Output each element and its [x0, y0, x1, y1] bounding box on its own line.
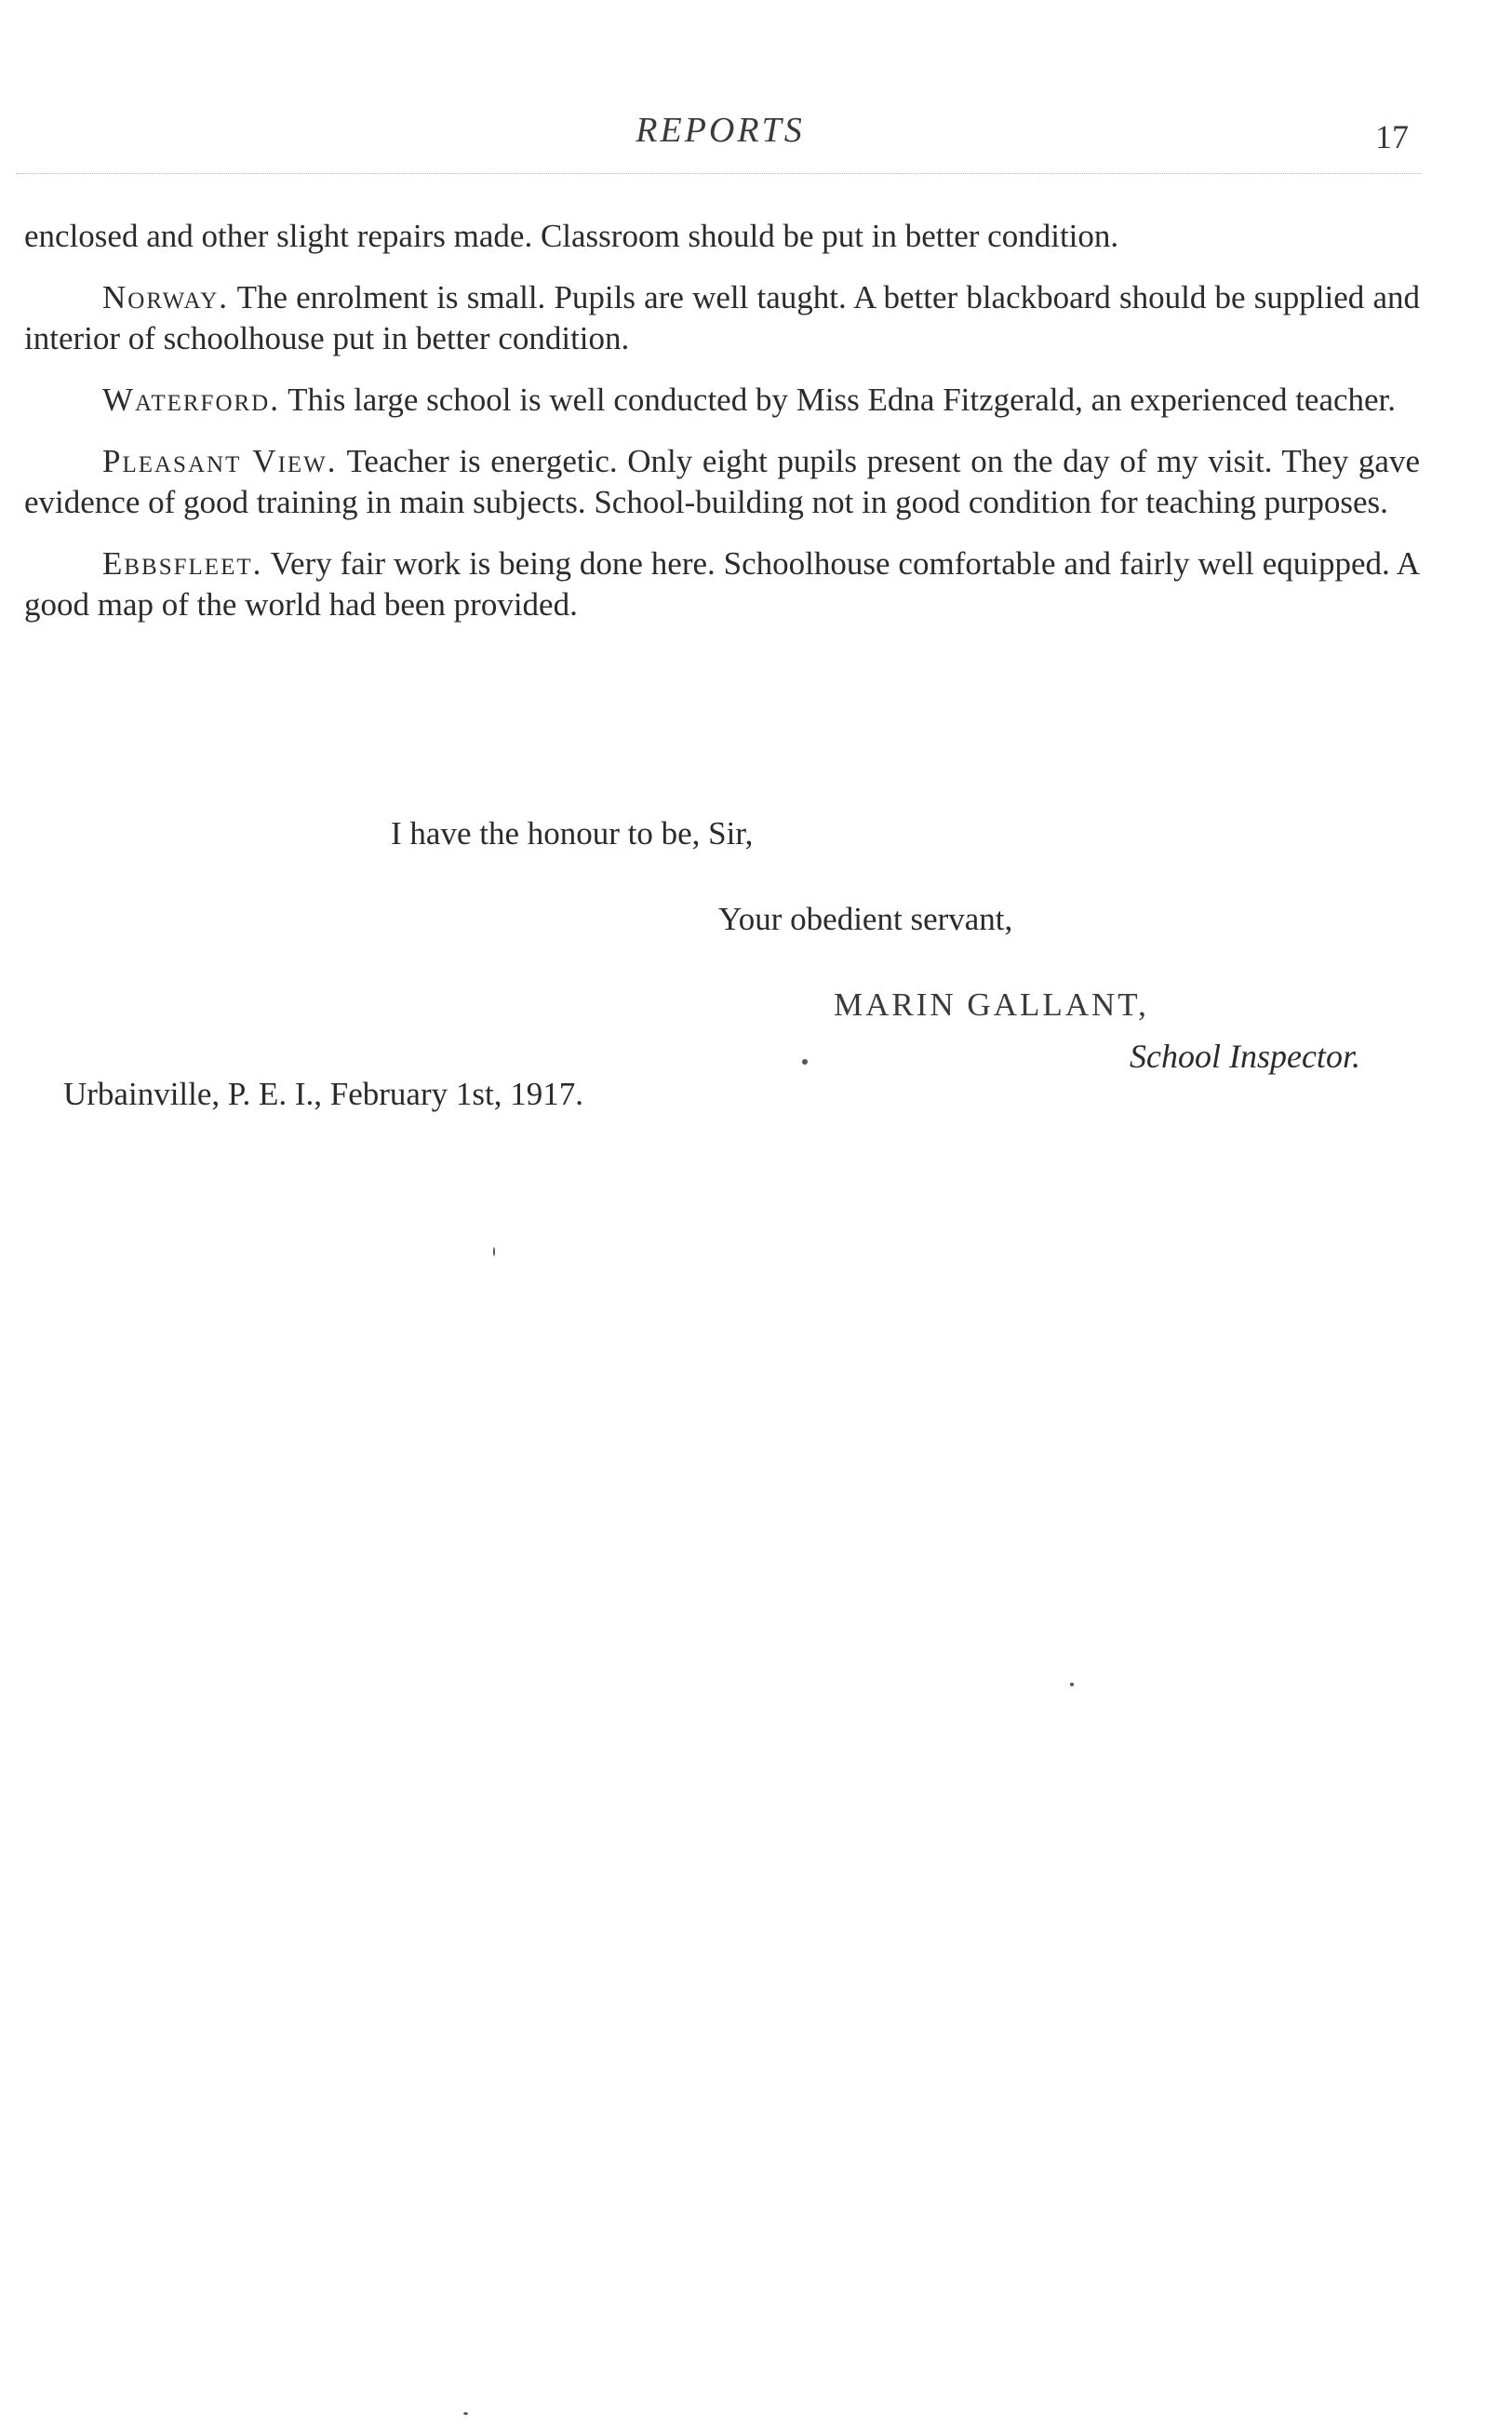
place-and-date: Urbainville, P. E. I., February 1st, 1917.	[63, 1076, 583, 1112]
school-name: Pleasant View.	[102, 443, 338, 479]
running-title: REPORTS	[636, 111, 805, 150]
school-name: Norway.	[102, 279, 230, 315]
school-entry-ebbsfleet	[24, 543, 1420, 625]
closing-salutation: I have the honour to be, Sir,	[391, 815, 754, 852]
school-report-text: Teacher is energetic. Only eight pupils present on the day of my visit. They gave evidence of good training in main subjects. School-building not in good condition for teaching purposes.	[24, 443, 1420, 520]
continuation-paragraph: enclosed and other slight repairs made. Classroom should be put in better condition.	[24, 218, 1119, 254]
report-body	[24, 216, 1420, 646]
valediction: Your obedient servant,	[718, 901, 1013, 937]
school-report-text: This large school is well conducted by Miss Edna Fitzgerald, an experienced teacher.	[288, 382, 1397, 418]
signatory-name: MARIN GALLANT,	[834, 986, 1149, 1023]
school-report-text: The enrolment is small. Pupils are well taught. A better blackboard should be supplied and interior of schoolhouse put in better condition.	[24, 279, 1420, 356]
scan-speck	[1070, 1683, 1074, 1686]
scan-speck	[493, 1247, 495, 1256]
scan-speck	[463, 2412, 468, 2415]
school-name: Ebbsfleet.	[102, 545, 263, 582]
scan-speck	[802, 1059, 808, 1065]
school-name: Waterford.	[102, 382, 280, 418]
page-number: 17	[1375, 118, 1409, 155]
running-head	[22, 110, 1418, 166]
school-entry-waterford	[24, 380, 1420, 421]
school-report-text: Very fair work is being done here. Schoolhouse comfortable and fairly well equipped. A good map of the world had been provided.	[24, 545, 1420, 623]
header-rule	[17, 173, 1422, 175]
school-entry-norway	[24, 277, 1420, 359]
school-entry-pleasant-view	[24, 441, 1420, 523]
signatory-title: School Inspector.	[1130, 1038, 1360, 1075]
